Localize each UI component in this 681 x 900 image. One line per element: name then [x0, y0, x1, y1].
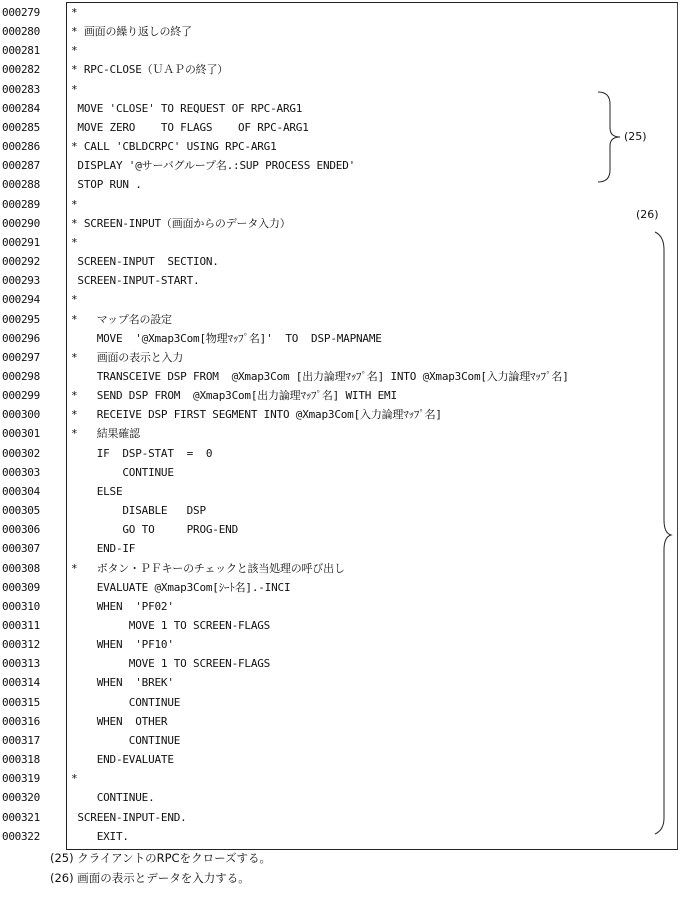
line-number: 000302 [2, 446, 40, 460]
code-text: EVALUATE @Xmap3Com[ｼｰﾄ名].-INCI [71, 580, 291, 594]
code-text: CONTINUE. [71, 791, 155, 805]
line-number: 000304 [2, 484, 40, 498]
line-number: 000293 [2, 274, 40, 288]
code-text: EXIT. [71, 829, 129, 843]
line-number: 000316 [2, 714, 40, 728]
code-text: * マップ名の設定 [71, 312, 172, 326]
code-text: IF DSP-STAT = 0 [71, 446, 213, 460]
line-number: 000312 [2, 638, 40, 652]
code-text: MOVE 1 TO SCREEN-FLAGS [71, 619, 271, 632]
annotation-26: (26) [636, 208, 659, 221]
brace-26 [655, 232, 671, 834]
code-text: END-IF [71, 542, 136, 556]
code-text: MOVE 'CLOSE' TO REQUEST OF RPC-ARG1 [71, 101, 303, 115]
code-text: * [71, 772, 78, 786]
code-text: MOVE 1 TO SCREEN-FLAGS [71, 657, 271, 671]
line-number: 000296 [2, 331, 40, 345]
line-number: 000282 [2, 63, 40, 77]
line-number: 000290 [2, 216, 40, 230]
code-text: SCREEN-INPUT SECTION. [71, 255, 219, 269]
code-text: * [71, 82, 78, 96]
footnote-25: (25) クライアントのRPCをクローズする。 [50, 851, 271, 865]
line-number: 000308 [2, 561, 40, 575]
code-text: WHEN 'PF02' [71, 599, 174, 613]
line-number: 000321 [2, 810, 40, 824]
code-text: CONTINUE [71, 695, 181, 709]
code-text: * 画面の表示と入力 [71, 350, 184, 364]
code-text: * 画面の繰り返しの終了 [71, 25, 192, 39]
code-text: WHEN 'PF10' [71, 638, 174, 652]
line-number: 000314 [2, 676, 40, 690]
line-number: 000285 [2, 120, 40, 134]
code-text: * [71, 197, 78, 211]
code-text: DISABLE DSP [71, 504, 206, 518]
line-number: 000279 [2, 6, 40, 19]
code-text: DISPLAY '@サーバグループ名.:SUP PROCESS ENDED' [71, 159, 356, 173]
code-text: * SEND DSP FROM @Xmap3Com[出力論理ﾏｯﾌﾟ名] WITH EMI [71, 389, 397, 403]
line-number: 000283 [2, 82, 40, 96]
line-number: 000287 [2, 159, 40, 173]
code-text: * CALL 'CBLDCRPC' USING RPC-ARG1 [71, 140, 277, 154]
line-number: 000320 [2, 791, 40, 805]
brace-25 [598, 92, 620, 182]
line-number: 000311 [2, 619, 40, 632]
code-text: GO TO PROG-END [71, 523, 238, 537]
line-number: 000298 [2, 369, 40, 383]
line-number: 000310 [2, 599, 40, 613]
code-text: CONTINUE [71, 733, 181, 747]
code-text: * RECEIVE DSP FIRST SEGMENT INTO @Xmap3Com[入力論理ﾏｯﾌﾟ名] [71, 408, 442, 422]
code-text: * 結果確認 [71, 427, 140, 441]
code-text: SCREEN-INPUT-START. [71, 274, 200, 288]
code-text: * [71, 44, 78, 58]
line-number: 000289 [2, 197, 40, 211]
line-number: 000294 [2, 293, 40, 307]
code-text: MOVE '@Xmap3Com[物理ﾏｯﾌﾟ名]' TO DSP-MAPNAME [71, 331, 382, 345]
code-text: TRANSCEIVE DSP FROM @Xmap3Com [出力論理ﾏｯﾌﾟ名] INTO @Xmap3Com[入力論理ﾏｯﾌﾟ名] [71, 369, 569, 383]
line-number: 000288 [2, 178, 40, 192]
line-number: 000317 [2, 733, 40, 747]
line-number: 000297 [2, 350, 40, 364]
code-text: CONTINUE [71, 465, 174, 479]
code-text: * RPC-CLOSE（ＵＡＰの終了） [71, 63, 229, 77]
line-number: 000319 [2, 772, 40, 786]
line-number: 000315 [2, 695, 40, 709]
line-number: 000295 [2, 312, 40, 326]
line-number: 000301 [2, 427, 40, 441]
annotation-25: (25) [624, 130, 647, 143]
line-number: 000322 [2, 829, 40, 843]
code-text: STOP RUN . [71, 178, 142, 192]
line-number: 000307 [2, 542, 40, 556]
line-number: 000292 [2, 255, 40, 269]
line-number: 000291 [2, 235, 40, 249]
code-text: SCREEN-INPUT-END. [71, 810, 187, 824]
code-text: WHEN 'BREK' [71, 676, 174, 690]
line-number: 000284 [2, 101, 40, 115]
code-text: * SCREEN-INPUT（画面からのデータ入力） [71, 216, 291, 230]
line-number: 000286 [2, 140, 40, 154]
code-text: END-EVALUATE [71, 753, 174, 767]
code-text: MOVE ZERO TO FLAGS OF RPC-ARG1 [71, 120, 309, 134]
line-number: 000306 [2, 523, 40, 537]
line-number: 000299 [2, 389, 40, 403]
line-number: 000313 [2, 657, 40, 671]
line-number: 000300 [2, 408, 40, 422]
line-number: 000303 [2, 465, 40, 479]
code-text: * [71, 6, 78, 19]
code-text: ELSE [71, 484, 123, 498]
line-number: 000305 [2, 504, 40, 518]
line-number: 000309 [2, 580, 40, 594]
code-text: * ボタン・ＰＦキーのチェックと該当処理の呼び出し [71, 561, 345, 575]
line-number: 000318 [2, 753, 40, 767]
footnote-26: (26) 画面の表示とデータを入力する。 [50, 871, 250, 885]
code-text: * [71, 235, 78, 249]
code-text: * [71, 293, 78, 307]
line-number: 000280 [2, 25, 40, 39]
code-text: WHEN OTHER [71, 714, 168, 728]
line-number: 000281 [2, 44, 40, 58]
